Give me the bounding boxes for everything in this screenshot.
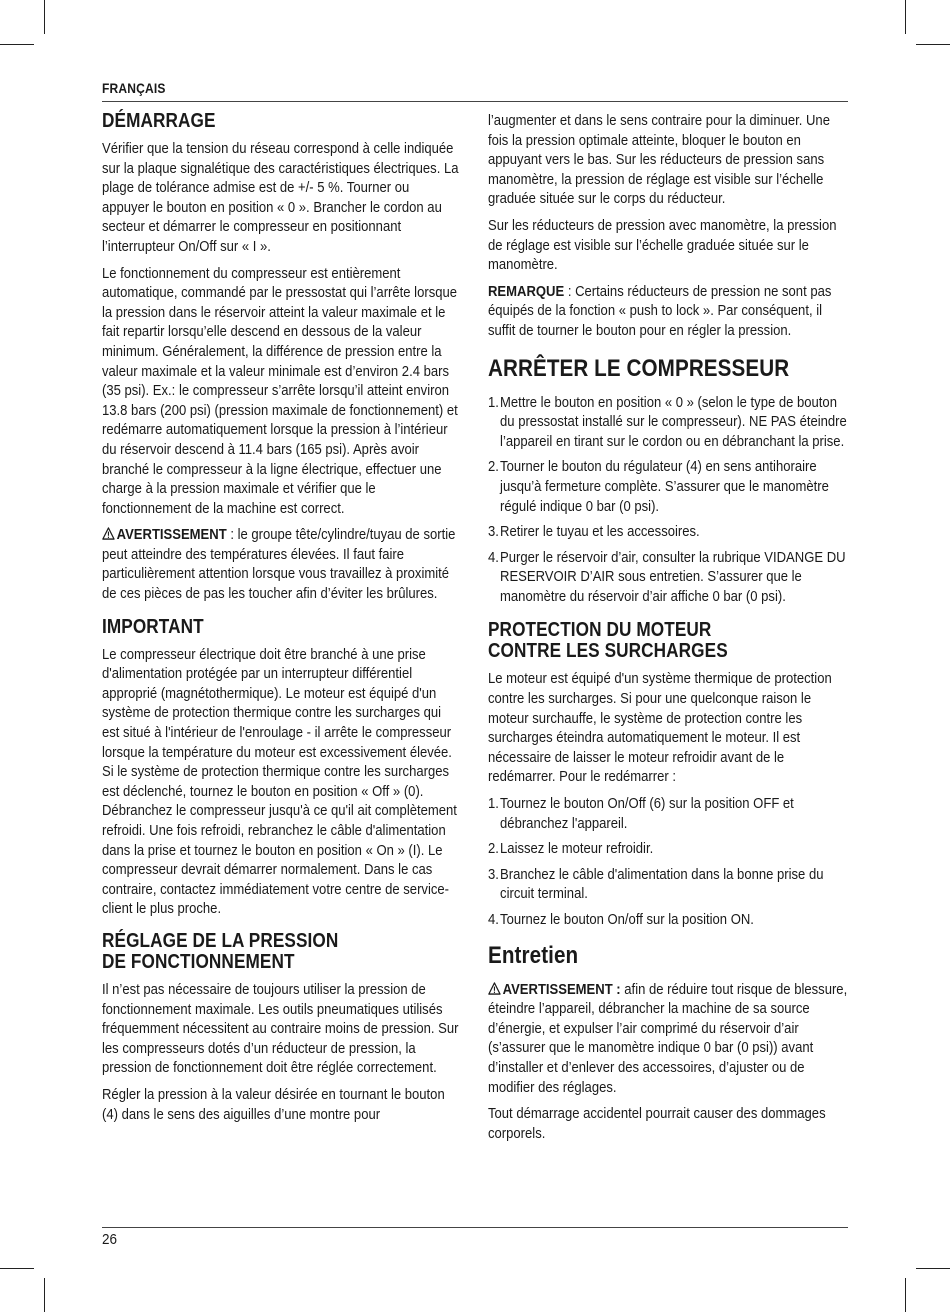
list-item	[488, 794, 848, 833]
list-text: Tournez le bouton On/off sur la position ON.	[500, 911, 754, 928]
list-text: Branchez le câble d'alimentation dans la bonne prise du circuit terminal.	[500, 865, 824, 903]
list-number: 1.	[488, 393, 499, 411]
footer-rule	[102, 1227, 848, 1228]
note-text: : Certains réducteurs de pression ne sont pas équipés de la fonction « push to lock ». Par conséquent, il suffit de tourner le bouton pour en régler la pression.	[488, 282, 832, 339]
list-text: Retirer le tuyau et les accessoires.	[500, 523, 700, 541]
section-title: Entretien	[488, 941, 579, 969]
section-arreter	[488, 355, 848, 607]
section-protection	[488, 620, 848, 929]
crop-mark	[905, 0, 906, 34]
section-title	[102, 931, 460, 973]
list-item	[488, 393, 848, 452]
paragraph: Régler la pression à la valeur désirée en tournant le bouton (4) dans le sens des aiguilles d’une montre pour	[102, 1085, 445, 1123]
crop-mark	[0, 44, 34, 45]
crop-mark	[916, 1268, 950, 1269]
list-text: Mettre le bouton en position « 0 » (selon le type de bouton du pressostat installé sur le compresseur). NE PAS éteindre l’appareil en tirant sur le cordon ou en débranchant la prise.	[500, 393, 847, 450]
paragraph: Le compresseur électrique doit être branché à une prise d'alimentation protégée par un interrupteur différentiel approprié (magnétothermique). Le moteur est équipé d'un système de protection thermique contre les surcharges qui est situé à l'intérieur de l'enroulage - il arrête le compresseur lorsque la température du moteur est excessivement élevée. Si le système de protection thermique contre les surcharges est déclenché, tournez le bouton en position « Off » (0). Débranchez le compresseur jusqu'à ce qu'il ait complètement refroidi. Une fois refroidi, rebranchez le câble d'alimentation dans la prise et tournez le bouton en position « On » (I). Le compresseur devrait démarrer normalement. Dans le cas contraire, contactez immédiatement votre centre de service-client le plus proche.	[102, 645, 457, 918]
language-label: FRANÇAIS	[102, 80, 166, 96]
section-title: IMPORTANT	[102, 615, 204, 638]
list-item	[488, 910, 848, 930]
warning-paragraph	[102, 525, 460, 603]
crop-mark	[916, 44, 950, 45]
warning-icon	[102, 527, 115, 540]
section-important	[102, 616, 460, 919]
list-number: 2.	[488, 840, 499, 858]
list-number: 3.	[488, 865, 499, 883]
title-line: PROTECTION DU MOTEUR	[488, 619, 712, 642]
list-item	[488, 522, 848, 542]
list-item	[488, 548, 848, 607]
note-paragraph	[488, 282, 848, 341]
paragraph: Tout démarrage accidentel pourrait causer des dommages corporels.	[488, 1105, 826, 1142]
list-item	[488, 457, 848, 516]
section-demarrage	[102, 110, 460, 604]
section-title: DÉMARRAGE	[102, 110, 216, 132]
list-number: 4.	[488, 548, 499, 566]
paragraph: Le moteur est équipé d'un système thermique de protection contre les surcharges. Si pour une quelconque raison le moteur surchauffe, le système de protection contre les surcharges éteindra automatiquement le moteur. Il est nécessaire de laisser le moteur refroidir avant de le redémarrer. Pour le redémarrer :	[488, 670, 832, 786]
list-text: Laissez le moteur refroidir.	[500, 840, 654, 858]
title-line: CONTRE LES SURCHARGES	[488, 640, 728, 663]
list-text: Purger le réservoir d’air, consulter la rubrique VIDANGE DU RESERVOIR D’AIR sous entretien. S’assurer que le manomètre du réservoir d’air affiche 0 bar (0 psi).	[500, 548, 846, 605]
numbered-list	[488, 393, 848, 607]
section-title: ARRÊTER LE COMPRESSEUR	[488, 354, 790, 382]
section-entretien	[488, 942, 848, 1144]
list-item	[488, 865, 848, 904]
left-column	[102, 110, 460, 1131]
warning-icon	[488, 982, 501, 995]
list-number: 1.	[488, 795, 499, 813]
warning-paragraph	[488, 980, 848, 1098]
section-reglage	[102, 931, 460, 1124]
crop-mark	[44, 0, 45, 34]
title-line: RÉGLAGE DE LA PRESSION	[102, 929, 339, 952]
crop-mark	[905, 1278, 906, 1312]
warning-label: AVERTISSEMENT	[116, 526, 227, 544]
paragraph: Vérifier que la tension du réseau correspond à celle indiquée sur la plaque signalétique des caractéristiques électriques. La plage de tolérance admise est de +/- 5 %. Tourner ou appuyer le bouton en position « 0 ». Brancher le cordon au secteur et démarrer le compresseur en positionnant l’interrupteur On/Off sur « I ».	[102, 140, 459, 255]
list-number: 3.	[488, 523, 499, 541]
paragraph: Il n’est pas nécessaire de toujours utiliser la pression de fonctionnement maximale. Les outils pneumatiques utilisés fréquemment nécessitent au contraire moins de pression. Sur les compresseurs dotés d’un réducteur de pression, la pression de fonctionnement doit être réglée correctement.	[102, 980, 459, 1077]
paragraph: l’augmenter et dans le sens contraire pour la diminuer. Une fois la pression optimale atteinte, bloquer le bouton en appuyant vers le bas. Sur les réducteurs de pression sans manomètre, la pression de réglage est visible sur l’échelle graduée située sur le corps du réducteur.	[488, 112, 830, 208]
page-number: 26	[102, 1231, 118, 1248]
crop-mark	[44, 1278, 45, 1312]
title-line: DE FONCTIONNEMENT	[102, 950, 295, 973]
list-text: Tournez le bouton On/Off (6) sur la position OFF et débranchez l'appareil.	[500, 795, 794, 832]
header-rule	[102, 101, 848, 102]
section-title	[488, 620, 848, 662]
numbered-list	[488, 794, 848, 930]
note-label: REMARQUE	[488, 282, 565, 300]
list-text: Tourner le bouton du régulateur (4) en sens antihoraire jusqu’à fermeture complète. S’assurer que le manomètre régulé indique 0 bar (0 psi).	[500, 458, 829, 515]
warning-label: AVERTISSEMENT :	[502, 980, 621, 998]
section-reglage-continued	[488, 111, 848, 341]
list-number: 4.	[488, 911, 499, 928]
warning-text: : le groupe tête/cylindre/tuyau de sortie peut atteindre des températures élevées. Il faut faire particulièrement attention lorsque vous travaillez à proximité de ces pièces de pas les toucher afin d’éviter les brûlures.	[102, 526, 456, 603]
paragraph: Sur les réducteurs de pression avec manomètre, la pression de réglage est visible sur l’échelle graduée située sur le manomètre.	[488, 216, 837, 274]
list-number: 2.	[488, 458, 499, 476]
crop-mark	[0, 1268, 34, 1269]
warning-text: afin de réduire tout risque de blessure, éteindre l’appareil, débrancher la machine de sa source d’énergie, et expulser l’air comprimé du réservoir d’air (s’assurer que le manomètre indique 0 bar (0 psi)) avant d’installer et d’enlever des accessoires, d’ajuster ou de modifier des réglages.	[488, 980, 848, 1096]
right-column	[488, 111, 848, 1150]
paragraph: Le fonctionnement du compresseur est entièrement automatique, commandé par le pressostat qui l’arrête lorsque la pression dans le réservoir atteint la valeur maximale et le fait repartir lorsqu’elle descend en dessous de la valeur minimum. Généralement, la différence de pression entre la valeur maximale et la valeur minimale est d’environ 2.4 bars (35 psi). Ex.: le compresseur s’arrête lorsqu’il atteint environ 13.8 bars (200 psi) (pression maximale de fonctionnement) et redémarre automatiquement lorsque la pression à l’intérieur du réservoir descend à 11.4 bars (165 psi). Après avoir branché le compresseur à la ligne électrique, effectuer une charge à la pression maximale et vérifier que le fonctionnement de la machine est correct.	[102, 264, 458, 517]
list-item	[488, 839, 848, 859]
